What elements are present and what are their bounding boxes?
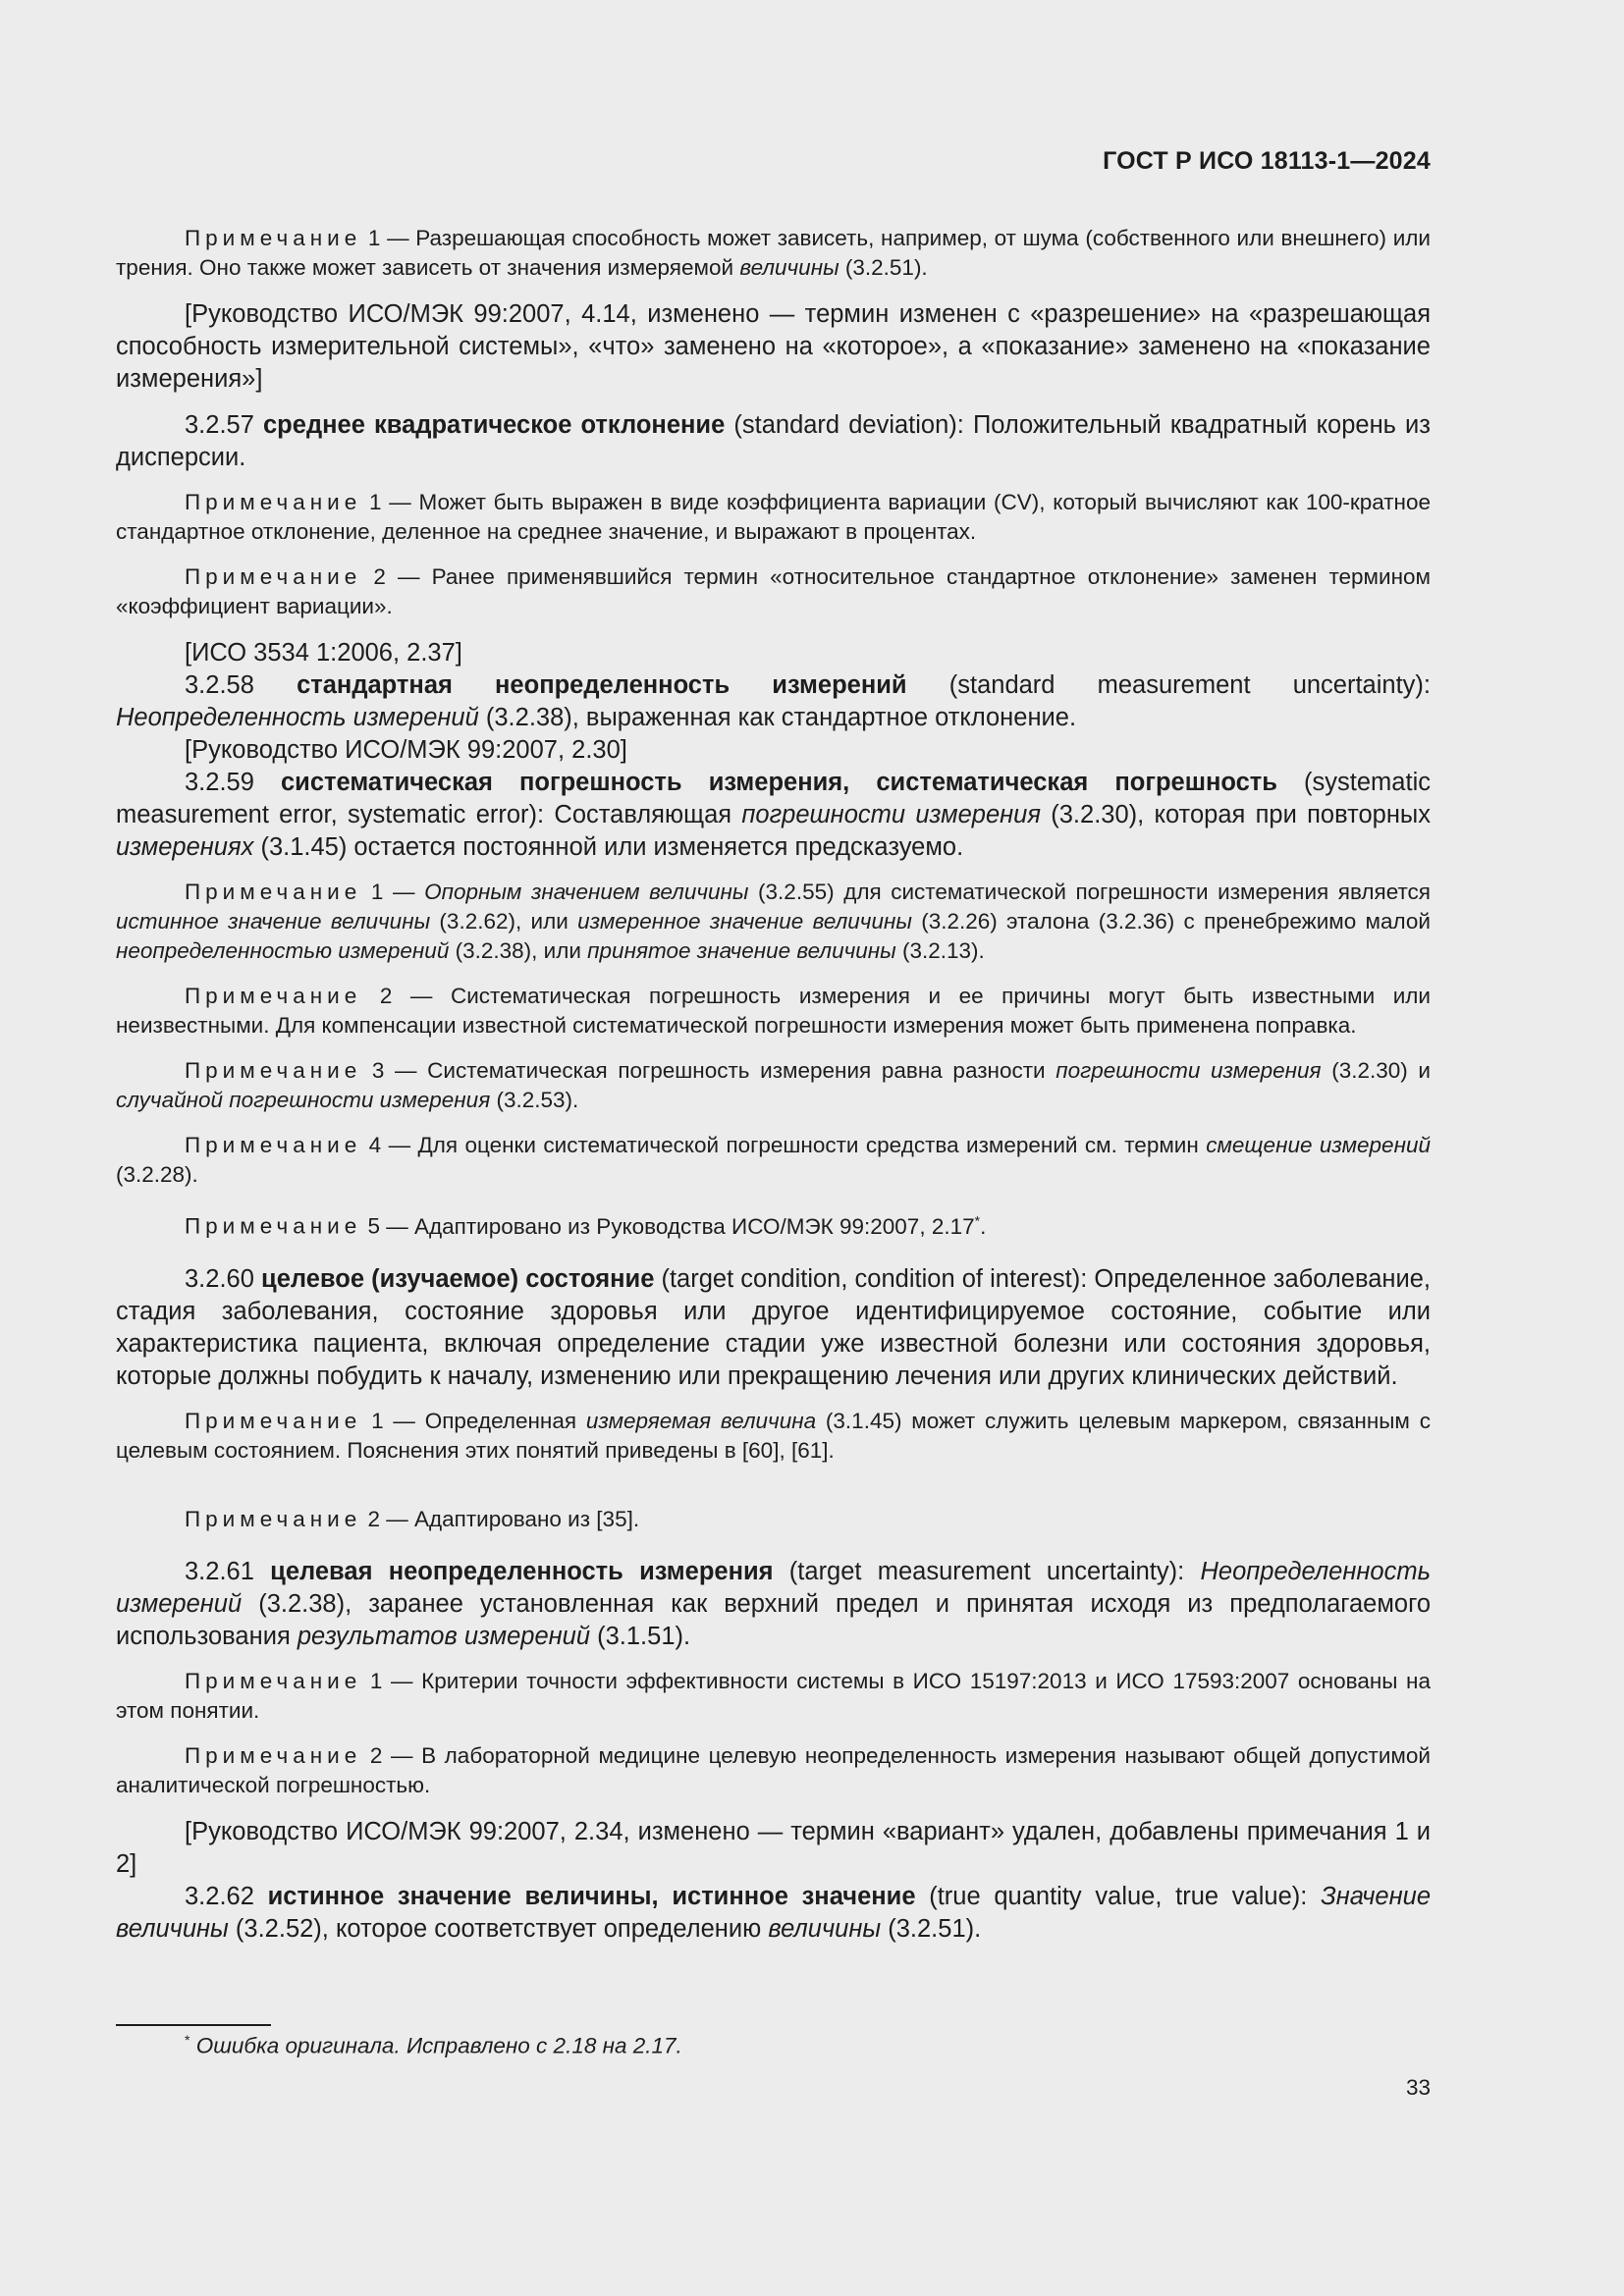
document-page: [116, 0, 1431, 2296]
footnote-text: Ошибка оригинала. Исправлено с 2.18 на 2.17.: [195, 2033, 682, 2058]
note-number: 2: [379, 984, 393, 1008]
note-text: — Систематическая погрешность измерения и ее причины могут быть известными или неизвестными. Для компенсации известной систематической погрешности измерения может быть применена поправка.: [116, 984, 1431, 1038]
body-paragraph: 3.2.59 систематическая погрешность измерения, систематическая погрешность (systematic measurement error, systematic error): Составляющая погрешности измерения (3.2.30), которая при повторных измерениях (3.1.45) остается постоянной или изменяется предсказуемо.: [116, 769, 1431, 861]
footnote-mark: *: [185, 2032, 190, 2048]
body-paragraph: [ИСО 3534 1:2006, 2.37]: [185, 639, 462, 667]
note-number: 1: [367, 226, 381, 250]
note-label: Примечание: [185, 1408, 362, 1433]
note-paragraph: [116, 224, 1431, 283]
note-text: — Адаптировано из [35].: [386, 1506, 640, 1531]
note-label: Примечание: [185, 1213, 362, 1239]
note-text: — В лабораторной медицине целевую неопределенность измерения называют общей допустимой аналитической погрешностью.: [116, 1742, 1431, 1797]
note-label: Примечание: [185, 984, 362, 1008]
note-paragraph: [116, 878, 1431, 966]
body-paragraph: 3.2.57 среднее квадратическое отклонение (standard deviation): Положительный квадратный корень из дисперсии.: [116, 411, 1431, 471]
note-label: Примечание: [185, 490, 362, 514]
footnote-divider: [116, 2024, 271, 2026]
note-label: Примечание: [185, 1742, 362, 1768]
note-paragraph: [116, 1741, 1431, 1800]
note-paragraph: [116, 1407, 1431, 1466]
note-text: — Адаптировано из Руководства ИСО/МЭК 99:2007, 2.17*.: [386, 1212, 987, 1239]
note-label: Примечание: [185, 880, 362, 904]
note-label: Примечание: [185, 1506, 362, 1531]
note-text: — Определенная измеряемая величина (3.1.45) может служить целевым маркером, связанным с целевым состоянием. Пояснения этих понятий приведены в [60], [61].: [116, 1408, 1431, 1463]
note-label: Примечание: [185, 1668, 362, 1693]
note-text: — Систематическая погрешность измерения равна разности погрешности измерения (3.2.30) и случайной погрешности измерения (3.2.53).: [116, 1058, 1431, 1112]
note-text: — Может быть выражен в виде коэффициента вариации (CV), который вычисляют как 100-кратное стандартное отклонение, деленное на среднее значение, и выражают в процентах.: [116, 490, 1431, 544]
note-text: — Критерии точности эффективности системы в ИСО 15197:2013 и ИСО 17593:2007 основаны на этом понятии.: [116, 1668, 1431, 1723]
footnote: [185, 2032, 682, 2059]
note-paragraph: [116, 1505, 1431, 1534]
note-number: 1: [370, 880, 384, 904]
body-paragraph: 3.2.61 целевая неопределенность измерения (target measurement uncertainty): Неопределенность измерений (3.2.38), заранее установленная как верхний предел и принятая исходя из предполагаемого использования результатов измерений (3.1.51).: [116, 1557, 1431, 1650]
note-text: — Для оценки систематической погрешности средства измерений см. термин смещение измерений (3.2.28).: [116, 1133, 1431, 1187]
note-text: — Разрешающая способность может зависеть, например, от шума (собственного или внешнего) или трения. Оно также может зависеть от значения измеряемой величины (3.2.51).: [116, 226, 1431, 280]
note-paragraph: [116, 488, 1431, 547]
body-paragraph: 3.2.60 целевое (изучаемое) состояние (target condition, condition of interest): Определенное заболевание, стадия заболевания, состояние здоровья или другое идентифицируемое состояние, событие или характеристика пациента, включая определение стадии уже известной болезни или состояния здоровья, которые должны побудить к началу, изменению или прекращению лечения или других клинических действий.: [116, 1264, 1431, 1390]
document-content: [116, 224, 1431, 1946]
note-label: Примечание: [185, 1058, 362, 1083]
body-paragraph: [Руководство ИСО/МЭК 99:2007, 2.30]: [185, 736, 627, 764]
note-label: Примечание: [185, 1133, 362, 1157]
body-paragraph: 3.2.62 истинное значение величины, истинное значение (true quantity value, true value): Значение величины (3.2.52), которое соответствует определению величины (3.2.51).: [116, 1882, 1431, 1943]
note-number: 5: [367, 1213, 381, 1239]
note-number: 4: [368, 1133, 382, 1157]
note-number: 1: [371, 1408, 384, 1433]
note-text: — Опорным значением величины (3.2.55) для систематической погрешности измерения является истинное значение величины (3.2.62), или измеренное значение величины (3.2.26) эталона (3.2.36) с пренебрежимо малой неопределенностью измерений (3.2.38), или принятое значение величины (3.2.13).: [116, 880, 1432, 963]
note-paragraph: [116, 1205, 1431, 1242]
note-number: 1: [369, 1668, 383, 1693]
note-number: 1: [369, 490, 382, 514]
note-label: Примечание: [185, 226, 362, 250]
note-label: Примечание: [185, 564, 362, 589]
note-paragraph: [116, 1667, 1431, 1726]
note-number: 2: [373, 564, 386, 589]
note-number: 2: [367, 1506, 381, 1531]
note-text: — Ранее применявшийся термин «относительное стандартное отклонение» заменен термином «коэффициент вариации».: [116, 564, 1431, 618]
note-number: 3: [371, 1058, 385, 1083]
note-number: 2: [369, 1742, 383, 1768]
note-paragraph: [116, 1056, 1431, 1115]
document-header: ГОСТ Р ИСО 18113-1—2024: [1103, 147, 1431, 175]
page-number: 33: [1405, 2075, 1431, 2100]
body-paragraph: 3.2.58 стандартная неопределенность измерений (standard measurement uncertainty): Неопределенность измерений (3.2.38), выраженная как стандартное отклонение.: [116, 671, 1431, 731]
note-paragraph: [116, 982, 1431, 1041]
note-paragraph: [116, 1131, 1431, 1190]
body-paragraph: [Руководство ИСО/МЭК 99:2007, 4.14, изменено — термин изменен с «разрешение» на «разрешающая способность измерительной системы», «что» заменено на «которое», а «показание» заменено на «показание измерения»]: [116, 300, 1431, 393]
note-paragraph: [116, 562, 1431, 621]
body-paragraph: [Руководство ИСО/МЭК 99:2007, 2.34, изменено — термин «вариант» удален, добавлены примечания 1 и 2]: [116, 1817, 1431, 1878]
